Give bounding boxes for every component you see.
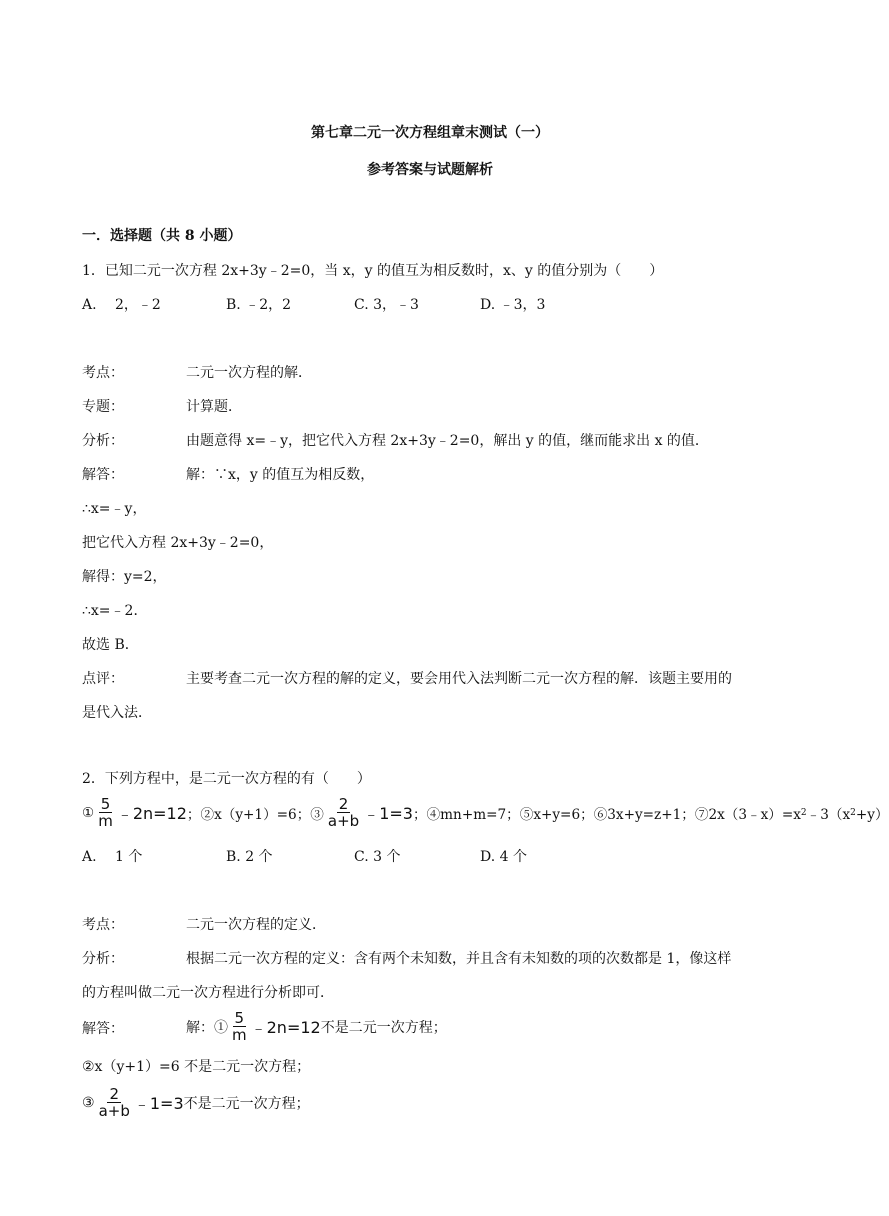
q2-jieda-label: 解答： bbox=[82, 1021, 124, 1037]
fraction bbox=[97, 1086, 132, 1119]
eq-rest: ﹣3（x bbox=[806, 806, 851, 823]
eq-tail: ﹣2n=12 bbox=[250, 1018, 321, 1037]
q1-fenxi-label: 分析： bbox=[82, 433, 124, 449]
superscript: 2 bbox=[800, 807, 807, 818]
eq-rest: ；④mn+m=7；⑤x+y=6；⑥3x+y=z+1；⑦2x（3﹣x）=x bbox=[412, 806, 801, 823]
fraction-numerator: 2 bbox=[338, 795, 349, 813]
question-2-equations bbox=[82, 796, 889, 829]
fraction-numerator: 5 bbox=[234, 1009, 245, 1027]
question-2-option-b: B. 2 个 bbox=[226, 849, 273, 865]
q2-line-3 bbox=[82, 1086, 310, 1119]
q1-zhuanti-label: 专题： bbox=[82, 399, 124, 415]
q1-dianping: 主要考查二元一次方程的解的定义，要会用代入法判断二元一次方程的解．该题主要用的 bbox=[186, 671, 732, 687]
page-subtitle: 参考答案与试题解析 bbox=[367, 162, 493, 178]
superscript: 2 bbox=[850, 807, 856, 818]
q1-dianping-label: 点评： bbox=[82, 671, 124, 687]
q2-jieda-suffix: 不是二元一次方程； bbox=[320, 1019, 447, 1036]
eq-marker: ③ bbox=[82, 1094, 95, 1111]
eq-tail: ﹣1=3 bbox=[363, 804, 413, 823]
q1-kaodian-label: 考点： bbox=[82, 365, 124, 381]
q2-line-3-suffix: 不是二元一次方程； bbox=[183, 1095, 310, 1112]
q2-fenxi-label: 分析： bbox=[82, 951, 124, 967]
fraction-denominator: m bbox=[98, 812, 113, 830]
q2-jieda bbox=[186, 1010, 447, 1043]
question-1-option-c: C. 3，﹣3 bbox=[354, 297, 419, 313]
q2-kaodian-label: 考点： bbox=[82, 917, 124, 933]
q1-fenxi: 由题意得 x=﹣y，把它代入方程 2x+3y﹣2=0，解出 y 的值，继而能求出 x 的值． bbox=[186, 433, 709, 449]
q1-jieda-label: 解答： bbox=[82, 467, 124, 483]
fraction-denominator: m bbox=[232, 1026, 247, 1044]
q2-line-2: ②x（y+1）=6 不是二元一次方程； bbox=[82, 1059, 311, 1075]
q1-zhuanti: 计算题． bbox=[186, 399, 242, 415]
question-2-option-a: A. 1 个 bbox=[82, 849, 143, 865]
question-1-stem: 1．已知二元一次方程 2x+3y﹣2=0，当 x，y 的值互为相反数时，x、y 的值分别为（ ） bbox=[82, 263, 664, 279]
question-2-stem: 2．下列方程中，是二元一次方程的有（ ） bbox=[82, 771, 371, 787]
fraction-denominator: a+b bbox=[98, 1102, 130, 1120]
question-1-option-d: D. ﹣3，3 bbox=[480, 297, 546, 313]
eq-tail: ﹣1=3 bbox=[133, 1094, 184, 1113]
q1-step: 把它代入方程 2x+3y﹣2=0， bbox=[82, 535, 274, 551]
q1-step: 解得：y=2， bbox=[82, 569, 167, 585]
eq-tail: ﹣2n=12 bbox=[116, 804, 187, 823]
q2-jieda-prefix: 解：① bbox=[186, 1019, 228, 1036]
question-1-option-b: B. ﹣2，2 bbox=[226, 297, 292, 313]
q2-fenxi: 根据二元一次方程的定义：含有两个未知数，并且含有未知数的项的次数都是 1，像这样 bbox=[186, 951, 732, 967]
fraction-numerator: 5 bbox=[100, 795, 111, 813]
eq-rest: +y） bbox=[855, 806, 889, 823]
question-2-option-d: D. 4 个 bbox=[480, 849, 527, 865]
q1-step: 故选 B． bbox=[82, 637, 139, 653]
fraction-numerator: 2 bbox=[109, 1085, 119, 1103]
q1-jieda: 解：∵x，y 的值互为相反数， bbox=[186, 467, 375, 483]
q1-kaodian: 二元一次方程的解． bbox=[186, 365, 312, 381]
section-heading: 一．选择题（共 8 小题） bbox=[82, 228, 242, 244]
fraction bbox=[230, 1010, 249, 1043]
q2-kaodian: 二元一次方程的定义． bbox=[186, 917, 326, 933]
question-2-option-c: C. 3 个 bbox=[354, 849, 401, 865]
question-1-option-a: A. 2，﹣2 bbox=[82, 297, 161, 313]
fraction bbox=[326, 796, 361, 829]
q1-step: ∴x=﹣2． bbox=[82, 603, 148, 619]
page-title: 第七章二元一次方程组章末测试（一） bbox=[311, 125, 549, 141]
eq-marker: ① bbox=[82, 804, 95, 821]
eq-separator: ；②x（y+1）=6；③ bbox=[186, 806, 324, 823]
fraction bbox=[96, 796, 115, 829]
q2-fenxi-cont: 的方程叫做二元一次方程进行分析即可． bbox=[82, 985, 334, 1001]
fraction-denominator: a+b bbox=[327, 812, 360, 830]
q1-dianping-cont: 是代入法． bbox=[82, 705, 152, 721]
q1-step: ∴x=﹣y， bbox=[82, 501, 147, 517]
